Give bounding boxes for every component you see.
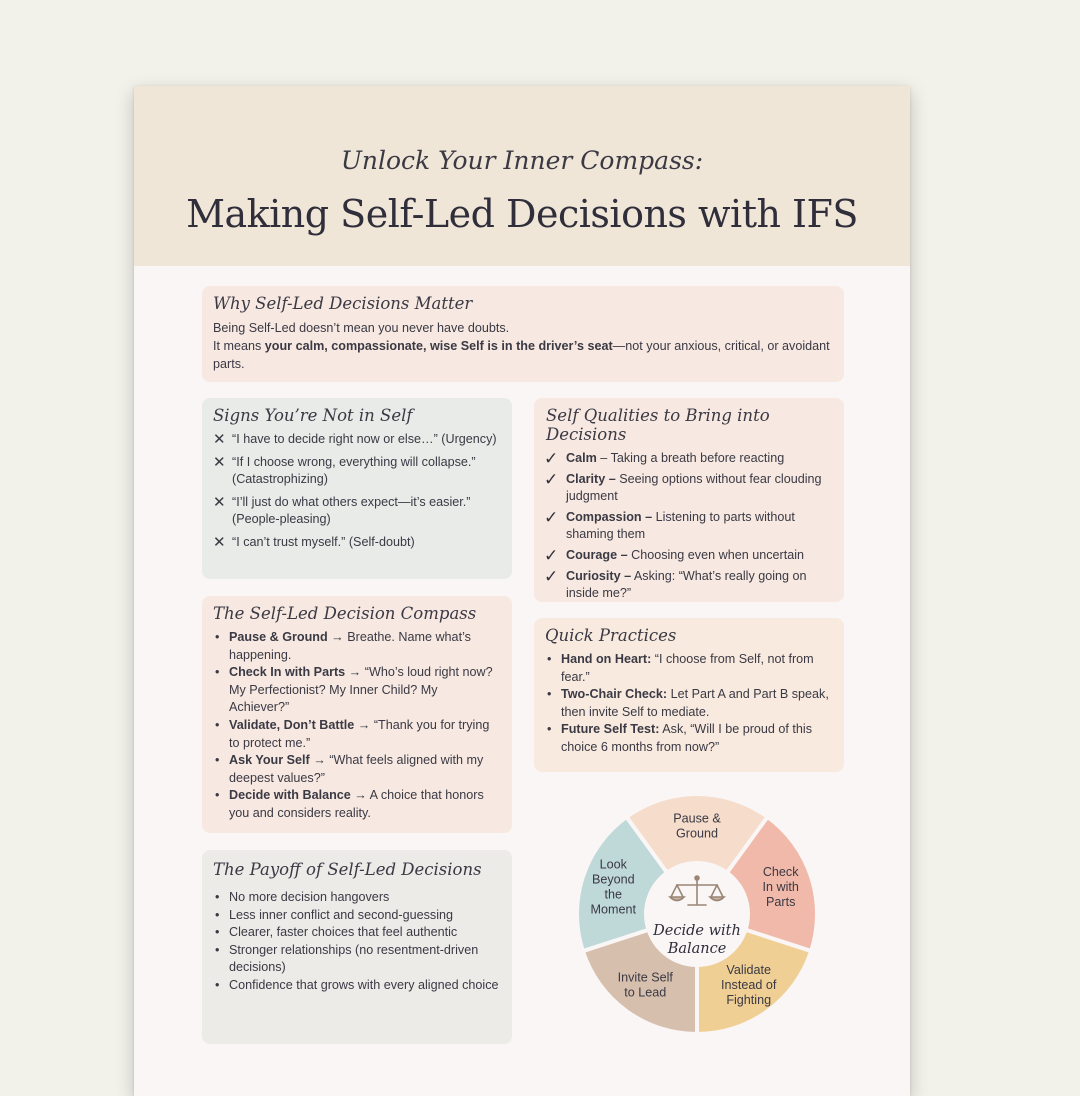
wheel-segment-label: Pause & bbox=[673, 811, 721, 826]
signs-heading: Signs You’re Not in Self bbox=[213, 406, 413, 425]
wheel-segment-label: Parts bbox=[765, 894, 796, 909]
list-item: • Less inner conflict and second-guessing bbox=[213, 907, 500, 925]
list-item: • Check In with Parts → “Who’s loud right now? My Perfectionist? My Inner Child? My Achiever?” bbox=[213, 664, 500, 717]
wheel-segment-label: Validate bbox=[726, 963, 772, 978]
wheel-segment-label: Look bbox=[599, 857, 627, 872]
list-item: ✓ Compassion – Listening to parts without shaming them bbox=[544, 507, 795, 542]
wheel-center-line2: Balance bbox=[667, 941, 727, 957]
payoff-heading: The Payoff of Self-Led Decisions bbox=[213, 860, 482, 879]
why-text bbox=[213, 319, 832, 373]
wheel-segment-label: Ground bbox=[675, 826, 719, 841]
list-item: ✓ Courage – Choosing even when uncertain bbox=[544, 545, 805, 565]
signs-card bbox=[202, 398, 512, 579]
practices-card bbox=[534, 618, 844, 772]
list-item: ✓ Curiosity – Asking: “What’s really going on inside me?” bbox=[544, 566, 807, 601]
list-item: ✓ Clarity – Seeing options without fear clouding judgment bbox=[544, 469, 822, 504]
practices-list bbox=[545, 651, 832, 757]
list-item: • Hand on Heart: “I choose from Self, not from fear.” bbox=[545, 651, 832, 686]
list-item: • Clearer, faster choices that feel authentic bbox=[213, 924, 500, 942]
compass-list bbox=[213, 629, 500, 823]
decision-wheel bbox=[574, 791, 820, 1037]
payoff-list bbox=[213, 889, 500, 995]
wheel-segment-label: the bbox=[604, 887, 623, 902]
page-subtitle: Unlock Your Inner Compass: bbox=[340, 146, 704, 175]
x-mark-icon: ✕ bbox=[213, 453, 226, 471]
x-mark-icon: ✕ bbox=[213, 533, 226, 551]
checkmark-icon: ✓ bbox=[544, 566, 559, 586]
why-line2-post: —not your anxious, critical, or avoidant parts. bbox=[213, 339, 830, 371]
wheel-segment-label: In with bbox=[762, 879, 799, 894]
signs-list bbox=[213, 431, 500, 552]
list-item: • Two-Chair Check: Let Part A and Part B speak, then invite Self to mediate. bbox=[545, 686, 832, 721]
payoff-card bbox=[202, 850, 512, 1044]
list-item: • Decide with Balance → A choice that honors you and considers reality. bbox=[213, 787, 500, 822]
wheel-segment-label: Instead of bbox=[721, 978, 777, 993]
list-item: • Ask Your Self → “What feels aligned with my deepest values?” bbox=[213, 752, 500, 787]
compass-heading: The Self-Led Decision Compass bbox=[213, 604, 477, 623]
x-mark-icon: ✕ bbox=[213, 493, 226, 511]
why-line2-bold: your calm, compassionate, wise Self is in the driver’s seat bbox=[264, 339, 613, 353]
list-item: • No more decision hangovers bbox=[213, 889, 500, 907]
list-item: ✓ Calm – Taking a breath before reacting bbox=[544, 449, 785, 468]
header-banner bbox=[134, 86, 910, 266]
qualities-heading: Self Qualities to Bring into Decisions bbox=[546, 406, 770, 444]
why-heading: Why Self-Led Decisions Matter bbox=[213, 294, 473, 313]
why-line1: Being Self-Led doesn’t mean you never have doubts. bbox=[213, 321, 510, 335]
list-item: ✕ “I’ll just do what others expect—it’s easier.” (People-pleasing) bbox=[213, 493, 471, 527]
checkmark-icon: ✓ bbox=[544, 507, 559, 527]
wheel-segment-label: Moment bbox=[590, 902, 637, 917]
list-item: • Validate, Don’t Battle → “Thank you for trying to protect me.” bbox=[213, 717, 500, 752]
qualities-card bbox=[534, 398, 844, 602]
list-item: ✕ “If I choose wrong, everything will collapse.” (Catastrophizing) bbox=[213, 453, 476, 487]
checkmark-icon: ✓ bbox=[544, 469, 559, 489]
wheel-segment-label: Beyond bbox=[591, 872, 635, 887]
checkmark-icon: ✓ bbox=[544, 449, 559, 468]
wheel-segment-label: Check bbox=[762, 864, 799, 879]
list-item: ✕ “I have to decide right now or else…” (Urgency) bbox=[213, 431, 497, 448]
qualities-list bbox=[546, 450, 832, 603]
list-item: • Stronger relationships (no resentment-driven decisions) bbox=[213, 942, 500, 977]
list-item: • Future Self Test: Ask, “Will I be proud of this choice 6 months from now?” bbox=[545, 721, 832, 756]
wheel-center-line1: Decide with bbox=[653, 923, 741, 939]
list-item: • Confidence that grows with every aligned choice bbox=[213, 977, 500, 995]
why-line2-pre: It means bbox=[213, 339, 265, 353]
practices-heading: Quick Practices bbox=[545, 626, 677, 645]
list-item: ✕ “I can’t trust myself.” (Self-doubt) bbox=[213, 533, 415, 551]
compass-card bbox=[202, 596, 512, 833]
wheel-segment-label: Fighting bbox=[726, 993, 772, 1008]
wheel-segment-label: Invite Self bbox=[617, 970, 673, 985]
page-title: Making Self-Led Decisions with IFS bbox=[186, 192, 858, 236]
why-card bbox=[202, 286, 844, 382]
wheel-segment-label: to Lead bbox=[624, 985, 667, 1000]
x-mark-icon: ✕ bbox=[213, 431, 226, 448]
checkmark-icon: ✓ bbox=[544, 545, 559, 565]
list-item: • Pause & Ground → Breathe. Name what’s happening. bbox=[213, 629, 500, 664]
worksheet-page bbox=[134, 86, 910, 1096]
